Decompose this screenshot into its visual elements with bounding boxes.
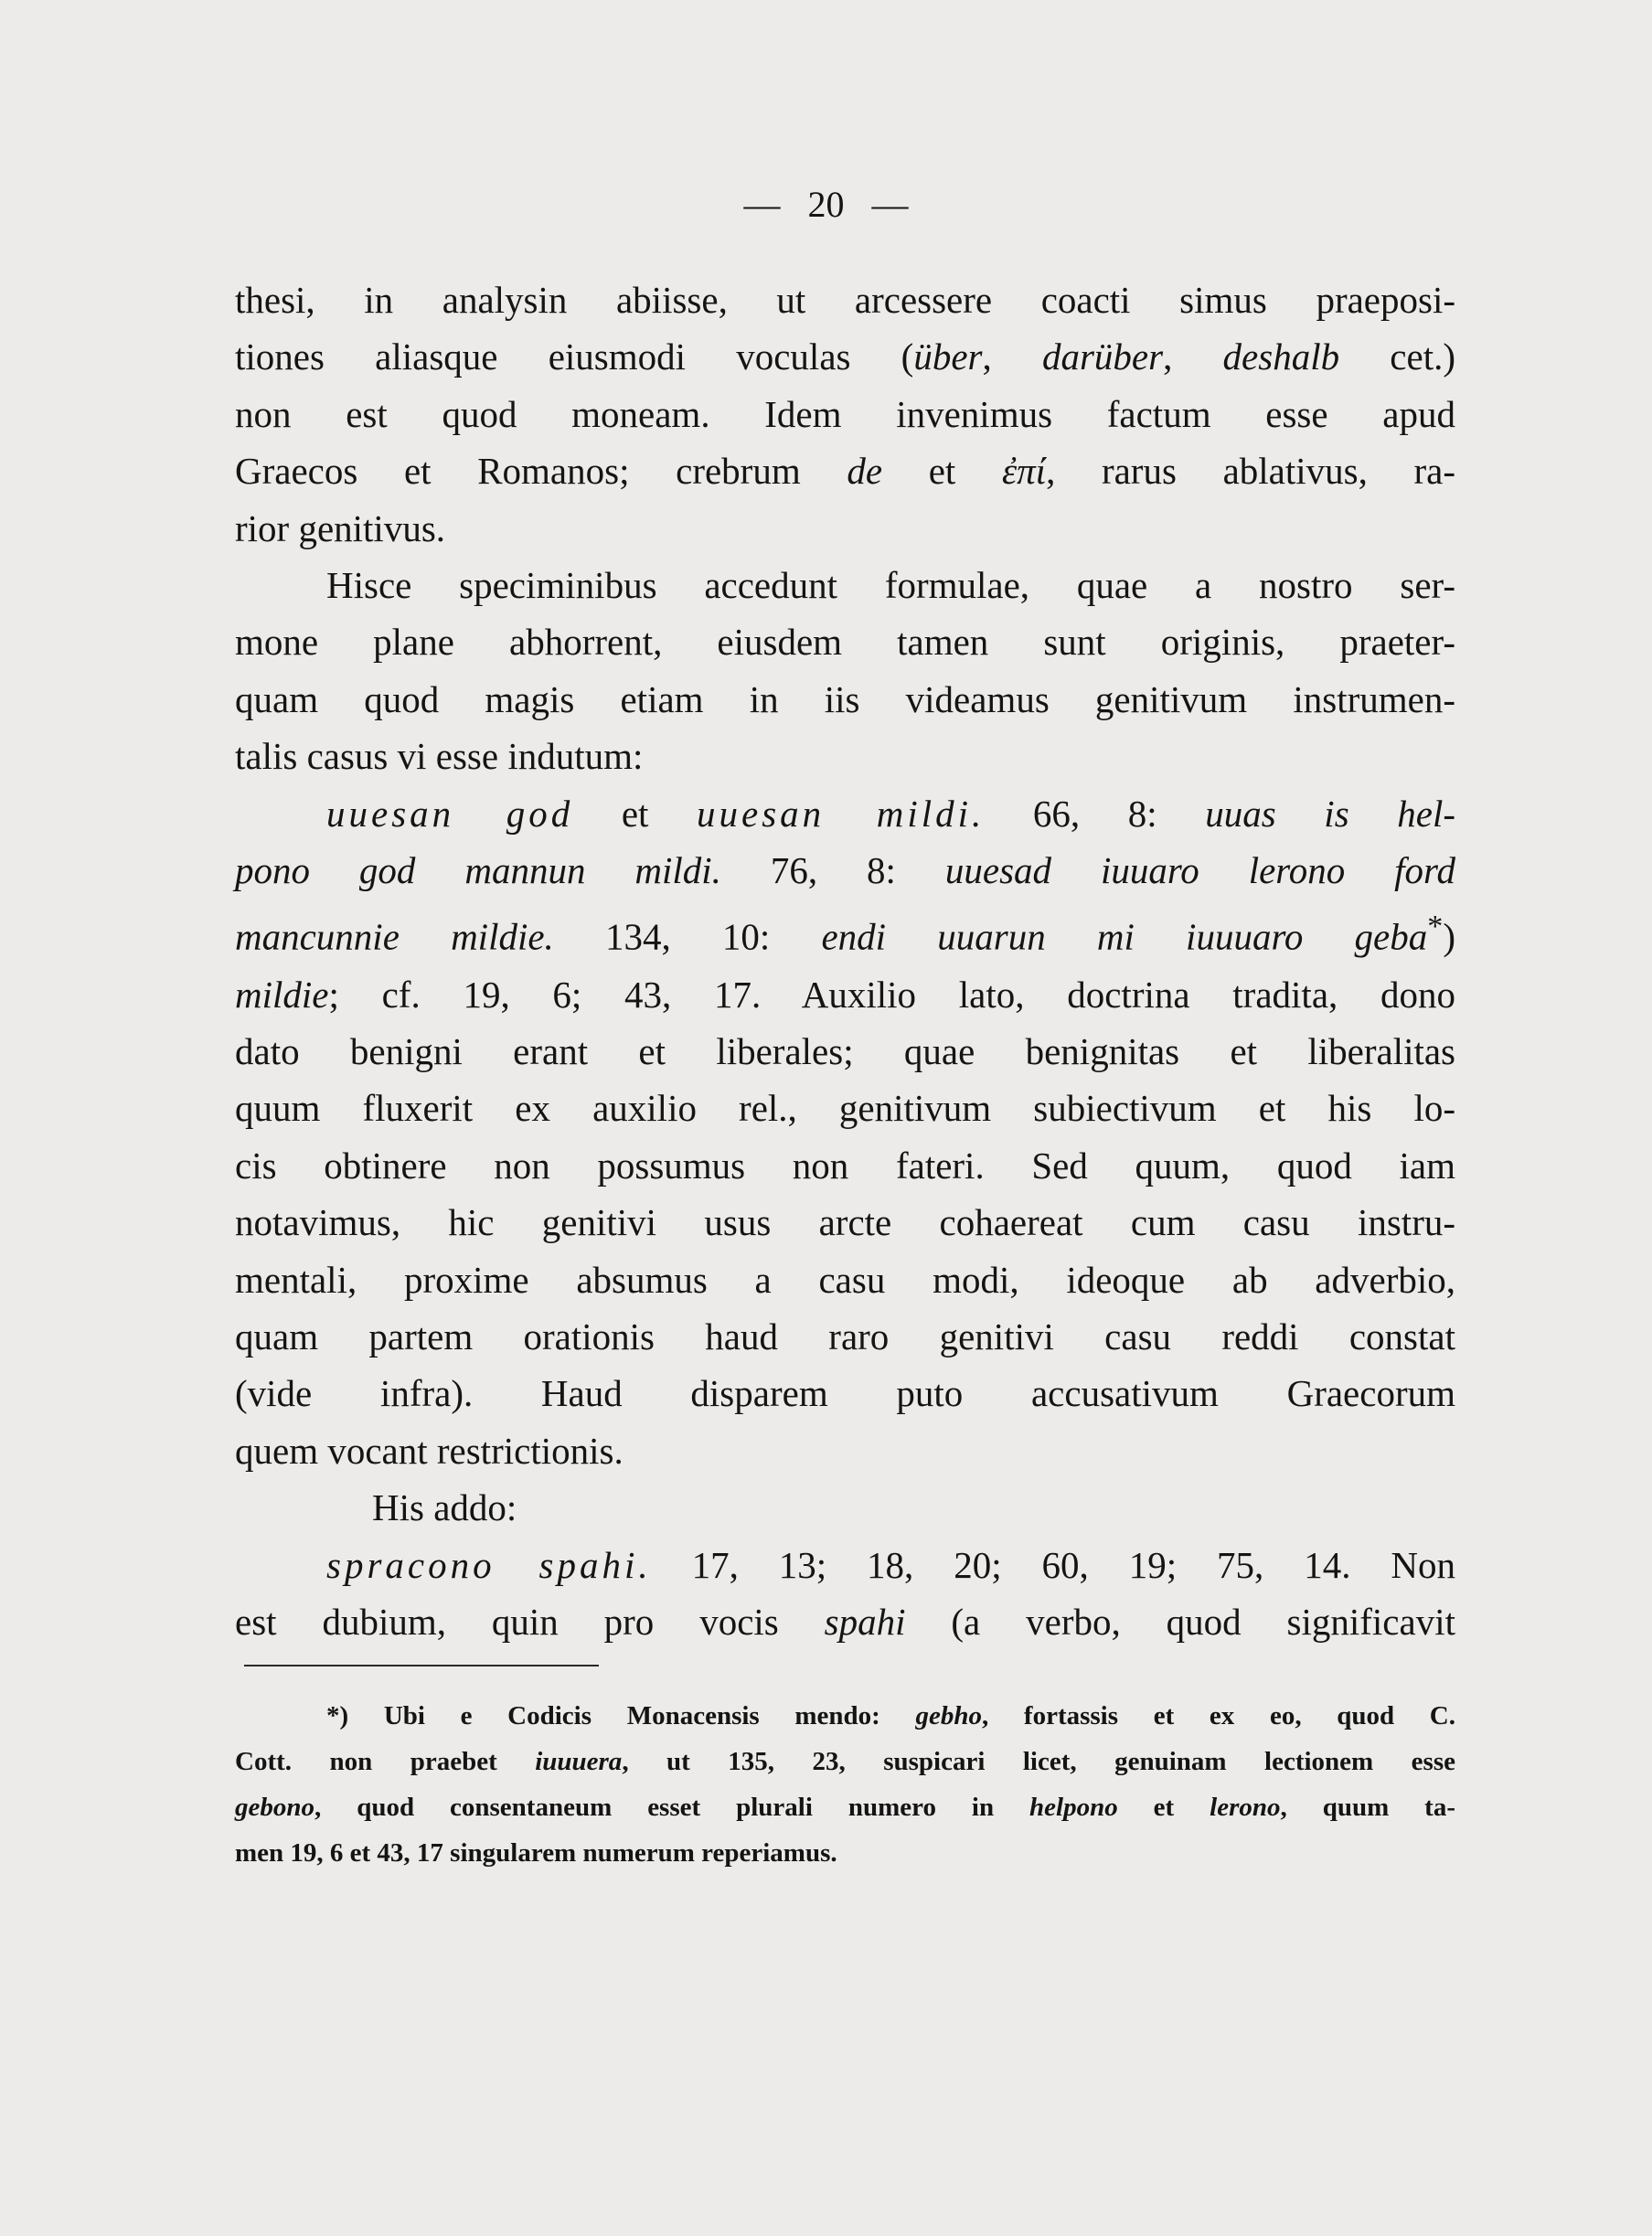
example-line: spracono spahi. 17, 13; 18, 20; 60, 19; 75, 14. Non [326, 1543, 1455, 1586]
header-dash-left: — [743, 184, 781, 225]
text-line: quem vocant restrictionis. [235, 1429, 623, 1472]
footnote-line: Cott. non praebet iuuuera, ut 135, 23, suspicari licet, genuinam lectionem esse [235, 1747, 1455, 1776]
text-line: tiones aliasque eiusmodi voculas (über, darüber, deshalb cet.) [235, 335, 1455, 378]
text-line: quam quod magis etiam in iis videamus genitivum instrumen- [235, 677, 1455, 720]
text-line: cis obtinere non possumus non fateri. Sed quum, quod iam [235, 1144, 1455, 1187]
example-line: uuesan god et uuesan mildi. 66, 8: uuas is hel- [326, 792, 1455, 835]
footnote-rule [244, 1665, 599, 1666]
text-line: quum fluxerit ex auxilio rel., genitivum subiectivum et his lo- [235, 1087, 1455, 1130]
page-header [0, 183, 1652, 226]
text-line: mildie; cf. 19, 6; 43, 17. Auxilio lato, doctrina tradita, dono [235, 973, 1455, 1016]
footnote-line: gebono, quod consentaneum esset plurali numero in helpono et lerono, quum ta- [235, 1793, 1455, 1822]
text-line: non est quod moneam. Idem invenimus factum esse apud [235, 392, 1455, 435]
paragraph-start-line: Hisce speciminibus accedunt formulae, quae a nostro ser- [326, 564, 1455, 607]
header-dash-right: — [871, 184, 909, 225]
text-line: talis casus vi esse indutum: [235, 735, 644, 778]
text-line: mancunnie mildie. 134, 10: endi uuarun mi iuuuaro geba*) [235, 910, 1455, 959]
text-line: mone plane abhorrent, eiusdem tamen sunt originis, praeter- [235, 621, 1455, 664]
text-line: notavimus, hic genitivi usus arcte cohaereat cum casu instru- [235, 1201, 1455, 1244]
footnote-marker: * [1427, 910, 1444, 944]
text-line: est dubium, quin pro vocis spahi (a verbo, quod significavit [235, 1601, 1455, 1643]
footnote [235, 1693, 1455, 1876]
text-line: quam partem orationis haud raro genitivi casu reddi constat [235, 1315, 1455, 1358]
text-line: thesi, in analysin abiisse, ut arcessere coacti simus praeposi- [235, 279, 1455, 321]
text-line: Graecos et Romanos; crebrum de et ἐπί, rarus ablativus, ra- [235, 450, 1455, 493]
footnote-line: men 19, 6 et 43, 17 singularem numerum reperiamus. [235, 1838, 837, 1868]
main-text [235, 272, 1455, 1650]
text-line: dato benigni erant et liberales; quae benignitas et liberalitas [235, 1029, 1455, 1072]
footnote-line: *) Ubi e Codicis Monacensis mendo: gebho, fortassis et ex eo, quod C. [326, 1701, 1455, 1730]
text-line: rior genitivus. [235, 506, 446, 549]
paragraph-start-line: His addo: [372, 1486, 517, 1529]
text-line: pono god mannun mildi. 76, 8: uuesad iuuaro lerono ford [235, 849, 1455, 892]
text-line: (vide infra). Haud disparem puto accusativum Graecorum [235, 1372, 1455, 1415]
page-number: 20 [807, 184, 845, 225]
text-line: mentali, proxime absumus a casu modi, ideoque ab adverbio, [235, 1258, 1455, 1301]
